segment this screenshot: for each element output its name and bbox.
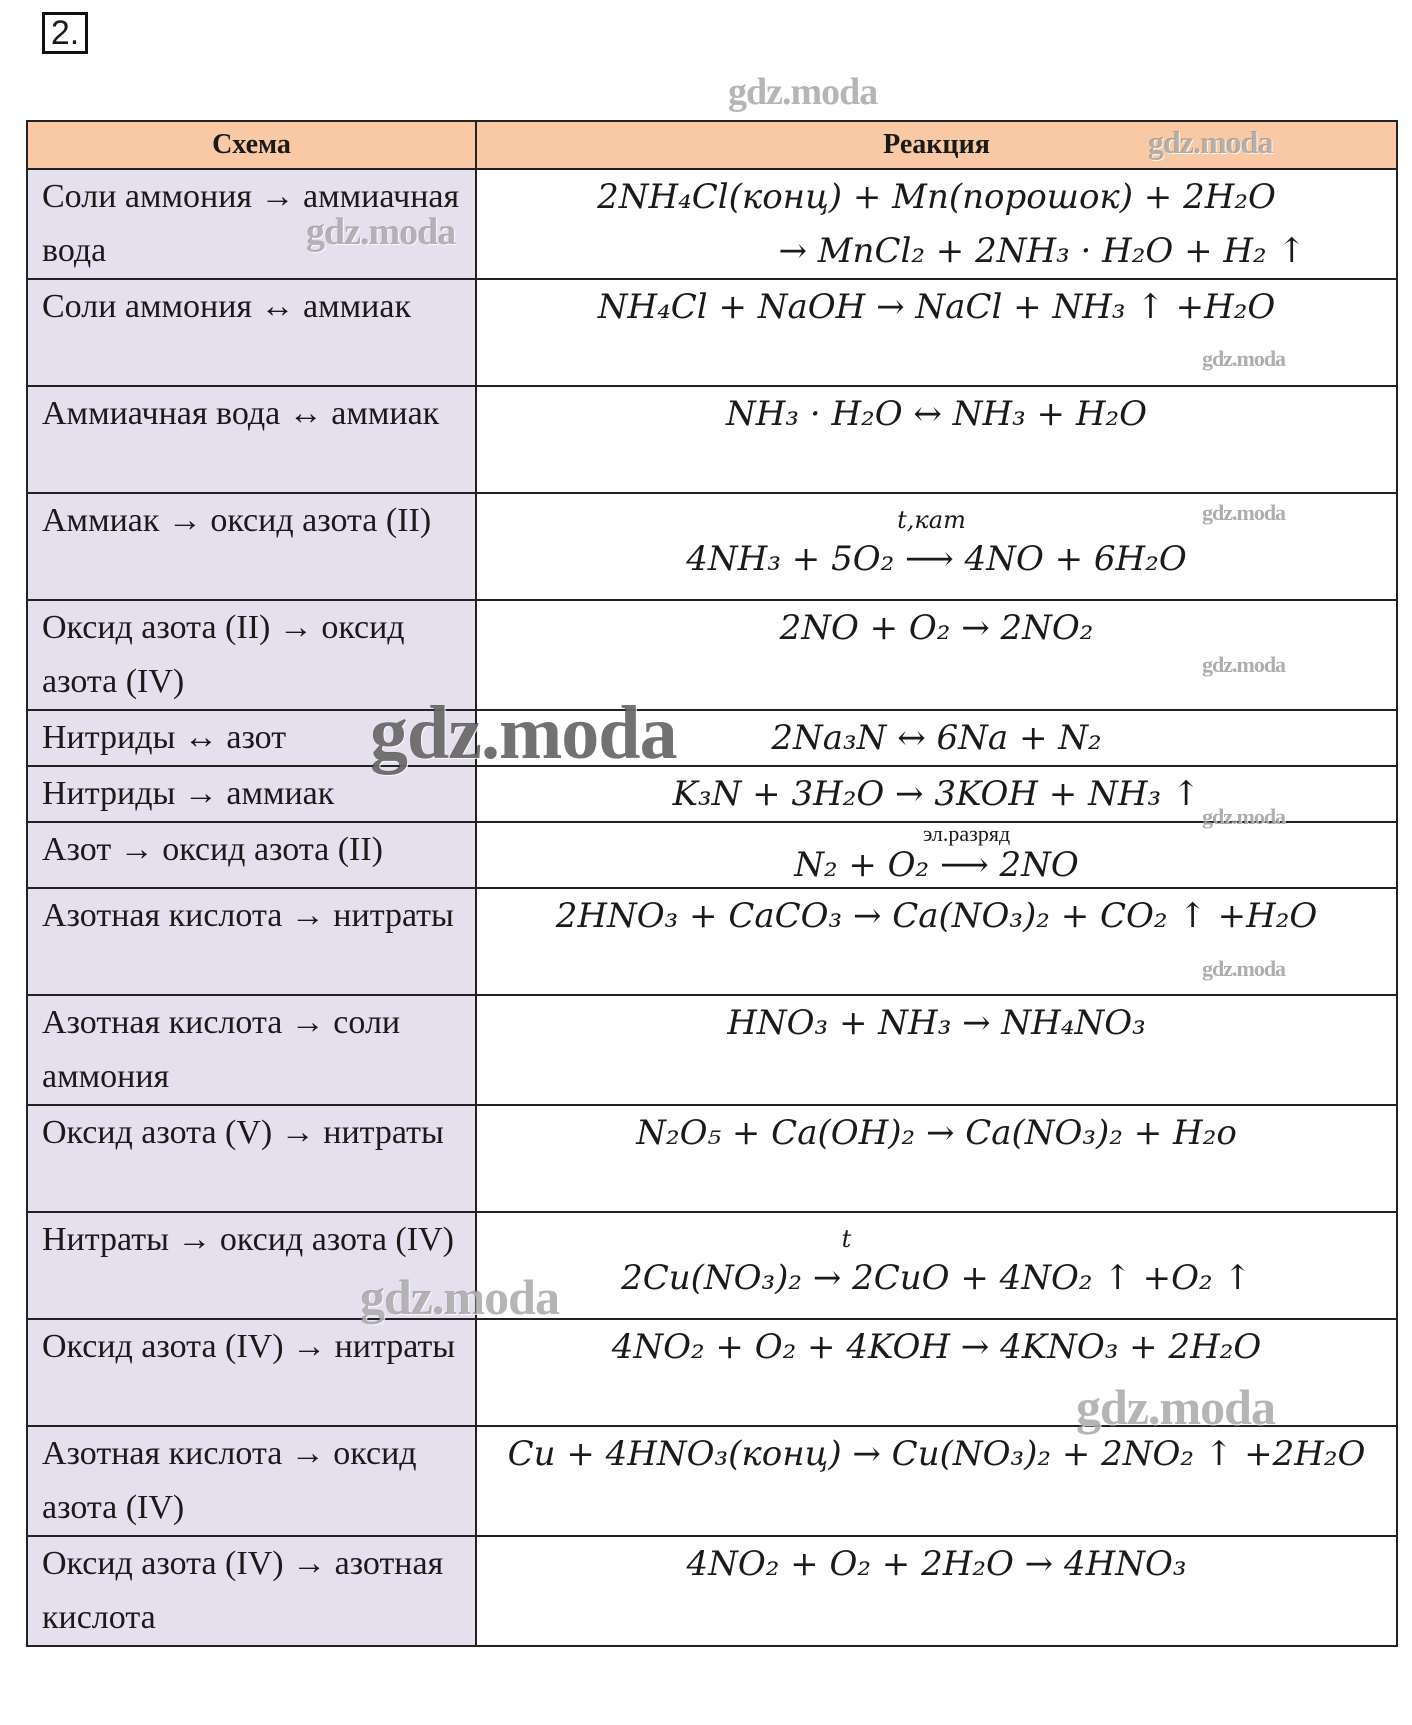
scheme-cell: Азотная кислота → оксид азота (IV) [27, 1426, 476, 1536]
table-row [27, 169, 1397, 279]
scheme-cell: Азотная кислота → нитраты [27, 888, 476, 995]
scheme-cell: Нитриды → аммиак [27, 766, 476, 822]
table-row [27, 1426, 1397, 1536]
reaction-equation: K₃N + 3H₂O → 3KOH + NH₃ ↑ [672, 774, 1201, 814]
table-row [27, 766, 1397, 822]
watermark: gdz.moda [360, 1269, 559, 1325]
reaction-condition: t,кат [897, 505, 966, 534]
watermark: gdz.moda [1148, 124, 1273, 160]
scheme-cell: Нитраты → оксид азота (IV) [27, 1212, 476, 1319]
task-number: 2. [42, 12, 88, 54]
table-row [27, 1212, 1397, 1319]
table-row [27, 888, 1397, 995]
table-row [27, 493, 1397, 600]
watermark: gdz.moda [306, 211, 456, 253]
scheme-cell: Соли аммония ↔ аммиак [27, 279, 476, 386]
table-row [27, 1105, 1397, 1212]
scheme-cell: Соли аммония → аммиачная вода [27, 169, 476, 279]
reaction-equation: 4NH₃ + 5O₂ ⟶ 4NO + 6H₂O [686, 538, 1187, 579]
reaction-cell [476, 169, 1397, 279]
table-row [27, 822, 1397, 888]
reaction-equation: 2Na₃N ↔ 6Na + N₂ [771, 718, 1102, 758]
reaction-equation: 2NH₄Cl(конц) + Mn(порошок) + 2H₂O [597, 177, 1276, 217]
header-scheme: Схема [27, 121, 476, 169]
scheme-cell: Азотная кислота → соли аммония [27, 995, 476, 1105]
scheme-cell: Нитриды ↔ азот [27, 710, 476, 766]
reaction-cell [476, 995, 1397, 1105]
reaction-equation: 2HNO₃ + CaCO₃ → Ca(NO₃)₂ + CO₂ ↑ +H₂O [555, 896, 1318, 936]
reaction-cell [476, 1212, 1397, 1319]
reaction-condition: эл.разряд [922, 821, 1011, 846]
reaction-equation: N₂ + O₂ ⟶ 2NO [794, 845, 1079, 885]
reaction-equation: N₂O₅ + Ca(OH)₂ → Ca(NO₃)₂ + H₂o [636, 1113, 1237, 1153]
reaction-equation: 4NO₂ + O₂ + 4KOH → 4KNO₃ + 2H₂O [611, 1327, 1262, 1367]
reaction-equation: HNO₃ + NH₃ → NH₄NO₃ [727, 1003, 1146, 1043]
reaction-equation: 2Cu(NO₃)₂ → 2CuO + 4NO₂ ↑ +O₂ ↑ [621, 1257, 1252, 1298]
reaction-equation: Cu + 4HNO₃(конц) → Cu(NO₃)₂ + 2NO₂ ↑ +2H₂O [507, 1434, 1366, 1474]
reaction-cell [476, 1426, 1397, 1536]
reaction-cell [476, 1536, 1397, 1646]
scheme-cell: Аммиак → оксид азота (II) [27, 493, 476, 600]
watermark: gdz.moda [1202, 652, 1286, 677]
reaction-equation: 2NO + O₂ → 2NO₂ [779, 608, 1094, 648]
scheme-cell: Аммиачная вода ↔ аммиак [27, 386, 476, 493]
watermark: gdz.moda [1202, 500, 1286, 525]
reaction-cell [476, 386, 1397, 493]
reaction-equation: NH₃ · H₂O ↔ NH₃ + H₂O [726, 394, 1147, 434]
watermark: gdz.moda [728, 71, 878, 113]
scheme-cell: Оксид азота (IV) → нитраты [27, 1319, 476, 1426]
scheme-cell: Оксид азота (IV) → азотная кислота [27, 1536, 476, 1646]
watermark: gdz.moda [1202, 346, 1286, 371]
watermark: gdz.moda [1076, 1379, 1275, 1435]
reaction-equation: 4NO₂ + O₂ + 2H₂O → 4HNO₃ [686, 1544, 1187, 1584]
reaction-condition: t [841, 1224, 852, 1253]
table-row [27, 710, 1397, 766]
table-row [27, 600, 1397, 710]
reaction-cell [476, 822, 1397, 888]
table-row [27, 386, 1397, 493]
scheme-cell: Азот → оксид азота (II) [27, 822, 476, 888]
scheme-cell: Оксид азота (V) → нитраты [27, 1105, 476, 1212]
watermark: gdz.moda [370, 691, 677, 775]
scheme-cell: Оксид азота (II) → оксид азота (IV) [27, 600, 476, 710]
reaction-equation: NH₄Cl + NaOH → NaCl + NH₃ ↑ +H₂O [597, 287, 1276, 327]
reaction-equation-line2: → MnCl₂ + 2NH₃ · H₂O + H₂ ↑ [778, 231, 1306, 271]
table-row [27, 1536, 1397, 1646]
table-row [27, 995, 1397, 1105]
reaction-cell [476, 1105, 1397, 1212]
table-row [27, 279, 1397, 386]
watermark: gdz.moda [1202, 804, 1286, 829]
watermark: gdz.moda [1202, 956, 1286, 981]
header-reaction: Реакция [476, 121, 1397, 169]
